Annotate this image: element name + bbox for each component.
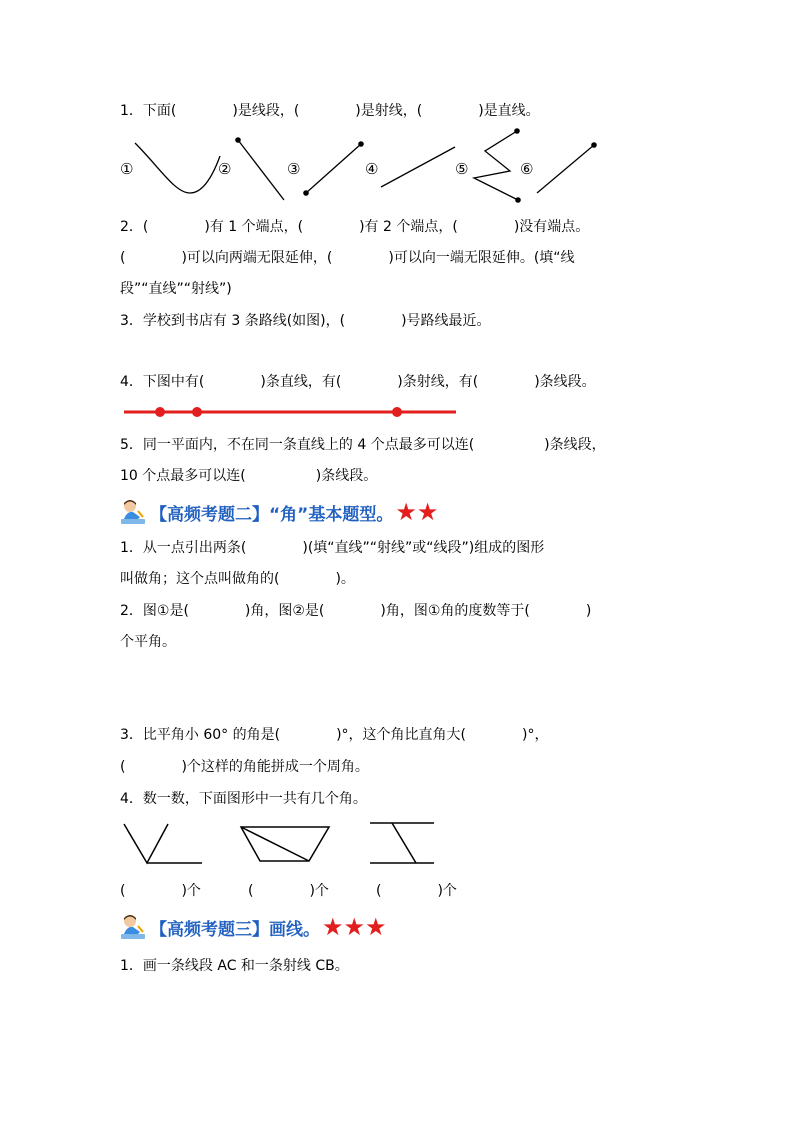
s2q4-answer-1: ( )个 — [120, 883, 201, 899]
figure-2-ray — [232, 134, 287, 204]
section3-title: 【高频考题三】画线。 — [150, 919, 320, 940]
s2q3-line1: 3．比平角小 60° 的角是( )°，这个角比直角大( )°， — [120, 727, 549, 743]
student-writing-icon — [118, 497, 148, 527]
s2q4-text: 4．数一数，下面图形中一共有几个角。 — [120, 791, 367, 807]
star-icon: ★ — [322, 913, 344, 941]
s2q2-line1: 2．图①是( )角，图②是( )角，图①角的度数等于( ) — [120, 603, 592, 619]
q5-line2: 10 个点最多可以连( )条线段。 — [120, 468, 378, 484]
angle-figure-1 — [120, 820, 205, 868]
s2q4-answer-3: ( )个 — [376, 883, 457, 899]
s2q3-line2: ( )个这样的角能拼成一个周角。 — [120, 759, 369, 775]
s3q1-text: 1．画一条线段 AC 和一条射线 CB。 — [120, 958, 349, 974]
star-icon: ★ — [365, 913, 387, 941]
figure-6-ray — [534, 140, 600, 196]
star-icon: ★ — [416, 498, 439, 526]
section2-stars — [395, 500, 438, 524]
s2q1-line1: 1．从一点引出两条( )(填“直线”“射线”或“线段”)组成的图形 — [120, 540, 545, 556]
section3-heading — [118, 912, 387, 942]
q3-text: 3．学校到书店有 3 条路线(如图)，( )号路线最近。 — [120, 313, 491, 329]
q2-line2: ( )可以向两端无限延伸，( )可以向一端无限延伸。(填“线 — [120, 250, 575, 266]
section2-title: 【高频考题二】“角”基本题型。 — [150, 504, 394, 525]
q1-text: 1．下面( )是线段，( )是射线，( )是直线。 — [120, 103, 540, 119]
section3-stars — [322, 915, 387, 939]
label-2: ② — [218, 160, 232, 178]
q4-red-line-figure — [120, 402, 460, 422]
student-writing-icon — [118, 912, 148, 942]
q4-text: 4．下图中有( )条直线，有( )条射线，有( )条线段。 — [120, 374, 596, 390]
section2-heading — [118, 497, 438, 527]
s2q1-line2: 叫做角；这个点叫做角的( )。 — [120, 571, 355, 587]
star-icon: ★ — [395, 498, 417, 526]
angle-figure-2-trapezoid — [238, 824, 333, 864]
angle-figure-3-z — [368, 820, 438, 868]
figure-3-segment — [300, 138, 370, 198]
label-3: ③ — [287, 160, 301, 178]
label-5: ⑤ — [455, 160, 469, 178]
q2-line1: 2．( )有 1 个端点，( )有 2 个端点，( )没有端点。 — [120, 219, 590, 235]
s2q2-line2: 个平角。 — [120, 634, 176, 650]
figure-1-curve — [130, 138, 225, 200]
star-icon: ★ — [343, 913, 366, 941]
label-1: ① — [120, 160, 134, 178]
label-4: ④ — [365, 160, 379, 178]
label-6: ⑥ — [520, 160, 534, 178]
figure-5-zigzag — [470, 126, 525, 204]
figure-4-line — [378, 144, 458, 190]
q5-line1: 5．同一平面内，不在同一条直线上的 4 个点最多可以连( )条线段， — [120, 437, 606, 453]
q2-line3: 段”“直线”“射线”) — [120, 281, 232, 297]
s2q4-answer-2: ( )个 — [248, 883, 329, 899]
